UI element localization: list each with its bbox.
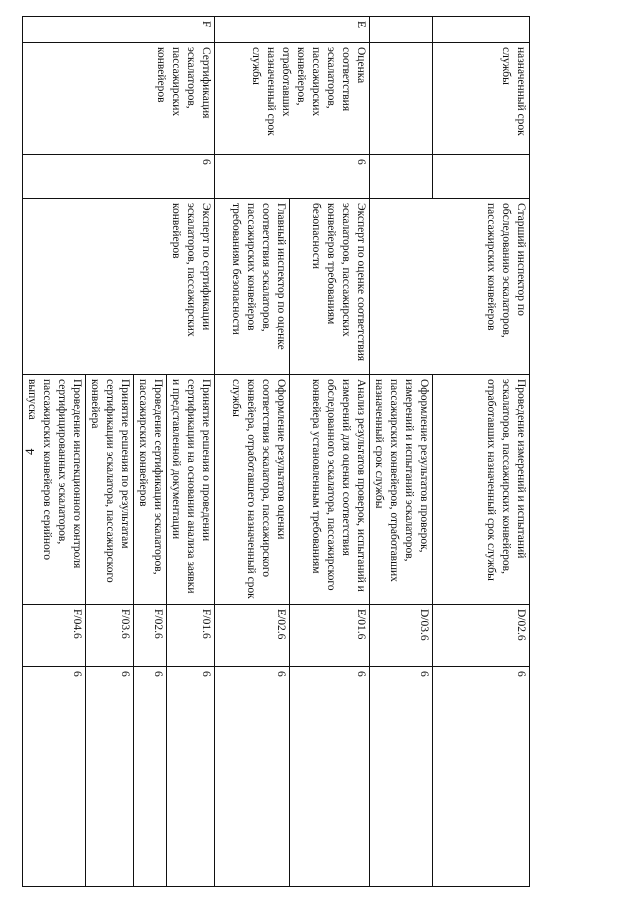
cell-level: 6 — [215, 667, 290, 887]
cell-position-name: Главный инспектор по оценке соответствия эскалаторов, пассажирских конвейеров требованиям безопасности — [215, 199, 290, 375]
cell-position-name: Старший инспектор по обследованию эскалаторов, пассажирских конвейеров — [370, 199, 530, 375]
cell-labor-function: Проведение измерений и испытаний эскалаторов, пассажирских конвейеров, отработавших назначенный срок службы — [433, 375, 530, 605]
functions-table — [22, 16, 530, 887]
cell-qualification-level — [433, 155, 530, 199]
rotated-table-container — [26, 16, 530, 886]
table-row — [433, 17, 530, 887]
cell-generalized-function: Оценка соответствия эскалаторов, пассажирских конвейеров, отработавших назначенный срок службы — [215, 43, 370, 155]
cell-function-code: F/02.6 — [134, 605, 167, 667]
cell-labor-function: Анализ результатов проверок, испытаний и измерений для оценки соответствия обследованного эскалатора, пассажирского конвейера установленным требованиям — [290, 375, 370, 605]
cell-generalized-function — [370, 43, 433, 155]
table-row — [290, 17, 370, 887]
cell-labor-function: Принятие решения по результатам сертификации эскалатора, пассажирского конвейера — [86, 375, 134, 605]
cell-level: 6 — [370, 667, 433, 887]
cell-qualification-level: 6 — [23, 155, 215, 199]
cell-position-name: Эксперт по сертификации эскалаторов, пассажирских конвейеров — [23, 199, 215, 375]
cell-labor-function: Оформление результатов оценки соответствия эскалатора, пассажирского конвейера, отработавшего назначенный срок службы — [215, 375, 290, 605]
cell-level: 6 — [167, 667, 215, 887]
cell-function-code: D/03.6 — [370, 605, 433, 667]
cell-level: 6 — [290, 667, 370, 887]
table-row — [370, 17, 433, 887]
cell-function-code: F/04.6 — [23, 605, 86, 667]
cell-code: F — [23, 17, 215, 43]
cell-code: E — [215, 17, 370, 43]
cell-function-code: E/02.6 — [215, 605, 290, 667]
cell-generalized-function: Сертификация эскалаторов, пассажирских конвейеров — [23, 43, 215, 155]
cell-code — [370, 17, 433, 43]
cell-function-code: F/03.6 — [86, 605, 134, 667]
cell-qualification-level: 6 — [215, 155, 370, 199]
cell-level: 6 — [433, 667, 530, 887]
cell-labor-function: Принятие решения о проведении сертификации на основании анализа заявки и представленной документации — [167, 375, 215, 605]
cell-function-code: E/01.6 — [290, 605, 370, 667]
cell-labor-function: Оформление результатов проверок, измерений и испытаний эскалаторов, пассажирских конвейеров, отработавших назначенный срок службы — [370, 375, 433, 605]
table-row — [167, 17, 215, 887]
cell-level: 6 — [134, 667, 167, 887]
page-number: 4 — [22, 448, 37, 455]
cell-function-code: D/02.6 — [433, 605, 530, 667]
cell-code — [433, 17, 530, 43]
cell-position-name: Эксперт по оценке соответствия эскалаторов, пассажирских конвейеров требованиям безопасности — [290, 199, 370, 375]
cell-qualification-level — [370, 155, 433, 199]
cell-labor-function: Проведение инспекционного контроля сертифицированных эскалаторов, пассажирских конвейеров серийного выпуска — [23, 375, 86, 605]
cell-labor-function: Проведение сертификации эскалаторов, пассажирских конвейеров — [134, 375, 167, 605]
cell-level: 6 — [23, 667, 86, 887]
cell-function-code: F/01.6 — [167, 605, 215, 667]
cell-level: 6 — [86, 667, 134, 887]
cell-generalized-function: назначенный срок службы — [433, 43, 530, 155]
